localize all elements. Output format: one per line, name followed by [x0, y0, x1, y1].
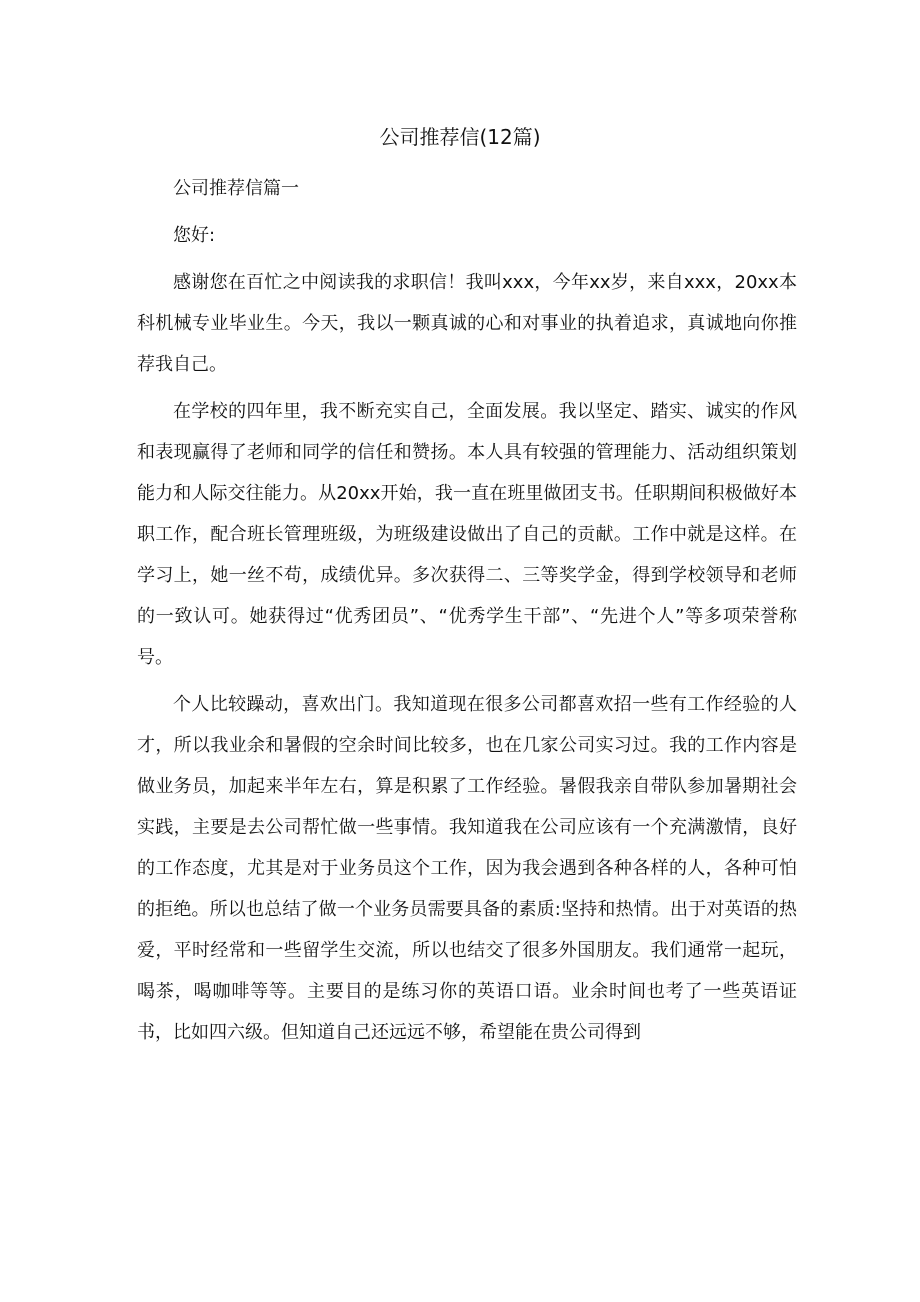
greeting: 您好:: [173, 225, 216, 246]
section-heading: 公司推荐信篇一: [173, 178, 299, 199]
paragraph-1: 感谢您在百忙之中阅读我的求职信！我叫xxx，今年xx岁，来自xxx，20xx本科机械专业毕业生。今天，我以一颗真诚的心和对事业的执着追求，真诚地向你推荐我自己。: [137, 272, 797, 375]
document-body: [137, 168, 797, 1059]
document-title: 公司推荐信(12篇): [379, 125, 541, 149]
paragraph-2: 在学校的四年里，我不断充实自己，全面发展。我以坚定、踏实、诚实的作风和表现赢得了老师和同学的信任和赞扬。本人具有较强的管理能力、活动组织策划能力和人际交往能力。从20xx开始，我一直在班里做团支书。任职期间积极做好本职工作，配合班长管理班级，为班级建设做出了自己的贡献。工作中就是这样。在学习上，她一丝不苟，成绩优异。多次获得二、三等奖学金，得到学校领导和老师的一致认可。她获得过“优秀团员”、“优秀学生干部”、“先进个人”等多项荣誉称号。: [137, 401, 797, 668]
paragraph-3: 个人比较躁动，喜欢出门。我知道现在很多公司都喜欢招一些有工作经验的人才，所以我业余和暑假的空余时间比较多，也在几家公司实习过。我的工作内容是做业务员，加起来半年左右，算是积累了工作经验。暑假我亲自带队参加暑期社会实践，主要是去公司帮忙做一些事情。我知道我在公司应该有一个充满激情，良好的工作态度，尤其是对于业务员这个工作，因为我会遇到各种各样的人，各种可怕的拒绝。所以也总结了做一个业务员需要具备的素质:坚持和热情。出于对英语的热爱，平时经常和一些留学生交流，所以也结交了很多外国朋友。我们通常一起玩，喝茶，喝咖啡等等。主要目的是练习你的英语口语。业余时间也考了一些英语证书，比如四六级。但知道自己还远远不够，希望能在贵公司得到: [137, 694, 797, 1043]
